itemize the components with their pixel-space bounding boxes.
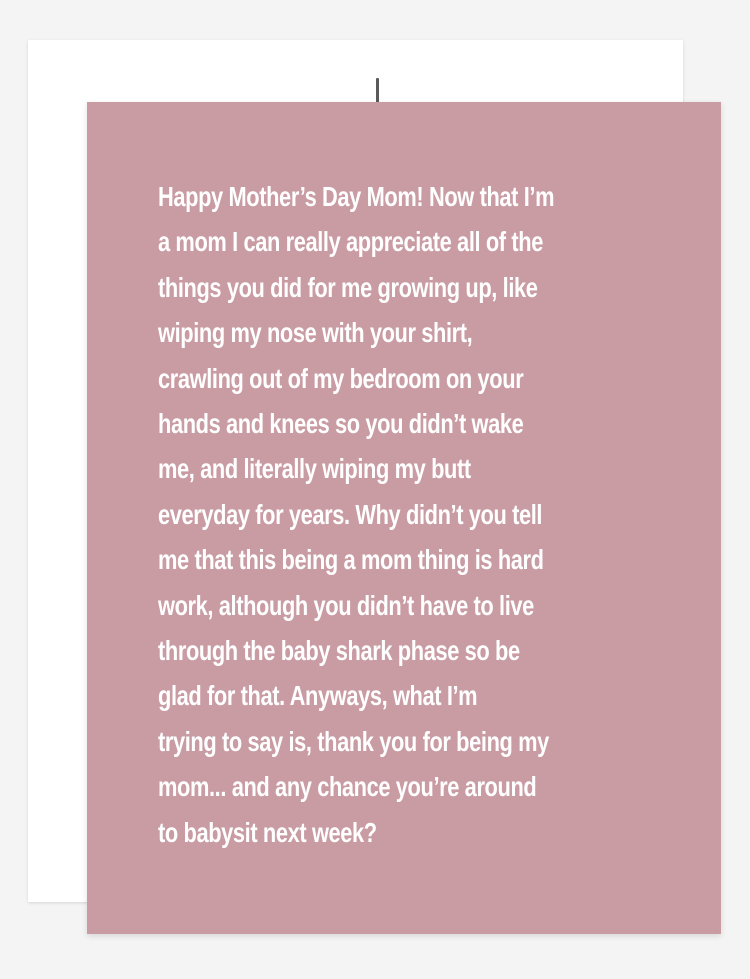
card-message-line: Happy Mother’s Day Mom! Now that I’m: [158, 181, 555, 212]
card-message-line: everyday for years. Why didn’t you tell: [158, 498, 543, 530]
envelope-flap-edge: [376, 78, 379, 104]
card-message-line: things you did for me growing up, like: [158, 271, 538, 303]
card-message-line: glad for that. Anyways, what I’m: [158, 680, 478, 712]
card-message-line: wiping my nose with your shirt,: [158, 317, 473, 349]
card-message-line: through the baby shark phase so be: [158, 635, 520, 667]
card-message-line: me that this being a mom thing is hard: [158, 544, 544, 576]
card-message-line: work, although you didn’t have to live: [158, 589, 534, 621]
card-message-line: trying to say is, thank you for being my: [158, 725, 549, 757]
card-message-line: crawling out of my bedroom on your: [158, 362, 524, 394]
card-message-line: hands and knees so you didn’t wake: [158, 408, 524, 440]
card-message-line: to babysit next week?: [158, 816, 377, 848]
card-message: [158, 174, 555, 855]
card-message-line: a mom I can really appreciate all of the: [158, 226, 543, 258]
card-message-line: mom... and any chance you’re around: [158, 771, 537, 803]
card-message-line: me, and literally wiping my butt: [158, 453, 471, 485]
